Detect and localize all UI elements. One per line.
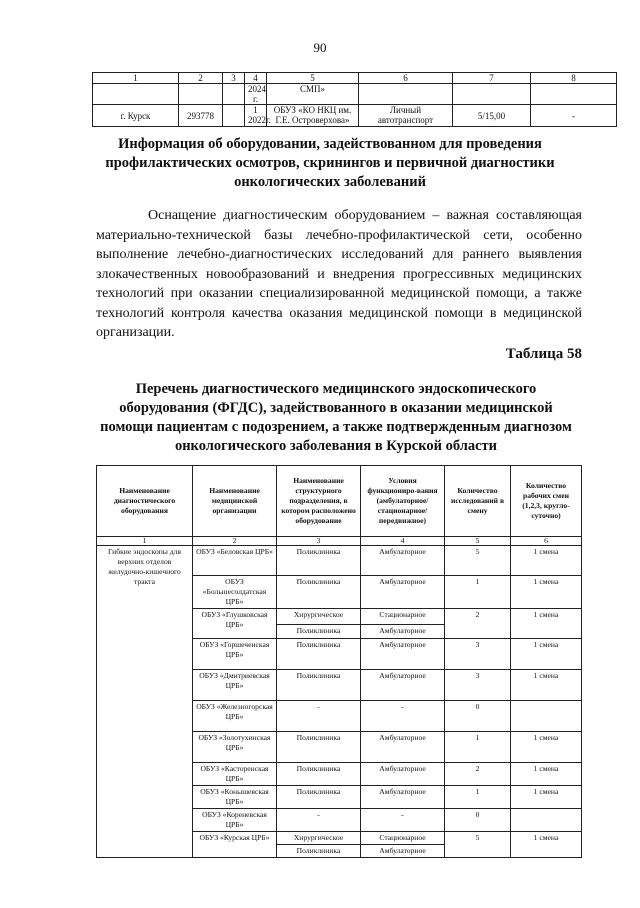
dept-cell: Поликлиника [277, 732, 361, 763]
dept-cell: Поликлиника [277, 763, 361, 786]
count-cell: 0 [445, 809, 511, 832]
cond-cell: - [361, 701, 445, 732]
header-cell: 7 [453, 73, 531, 84]
column-number: 5 [445, 537, 511, 546]
shifts-cell: 1 смена [511, 763, 582, 786]
table-cell: г. Курск [93, 105, 179, 127]
dept-cell: - [277, 701, 361, 732]
dept-cell: Поликлиника [277, 845, 361, 858]
column-number: 2 [193, 537, 277, 546]
org-cell: ОБУЗ «Кореневская ЦРБ» [193, 809, 277, 832]
dept-cell: Хирургическое [277, 609, 361, 625]
cond-cell: Стационарное [361, 609, 445, 625]
count-cell: 5 [445, 546, 511, 576]
org-cell: ОБУЗ «Касторенская ЦРБ» [193, 763, 277, 786]
cond-cell: Амбулаторное [361, 786, 445, 809]
header-cell: 3 [223, 73, 245, 84]
table-cell [359, 84, 453, 105]
org-cell: ОБУЗ «Горшеченская ЦРБ» [193, 639, 277, 670]
table-row [97, 546, 582, 576]
continued-table [92, 72, 617, 127]
org-cell: ОБУЗ «Железногорская ЦРБ» [193, 701, 277, 732]
dept-cell: Поликлиника [277, 670, 361, 701]
org-cell: ОБУЗ «Беловская ЦРБ» [193, 546, 277, 576]
org-cell: ОБУЗ «Золотухинская ЦРБ» [193, 732, 277, 763]
header-cell: Наименование структурного подразделения, в котором расположено оборудование [277, 466, 361, 537]
dept-cell: Поликлиника [277, 546, 361, 576]
header-cell: 6 [359, 73, 453, 84]
count-cell: 2 [445, 609, 511, 639]
table-header-row [93, 73, 617, 84]
equipment-cell: Гибкие эндоскопы для верхних отделов желудочно-кишечного тракта [97, 546, 193, 858]
cond-cell: Амбулаторное [361, 845, 445, 858]
cond-cell: Амбулаторное [361, 732, 445, 763]
org-cell: ОБУЗ «Большесолдатская ЦРБ» [193, 576, 277, 609]
count-cell: 3 [445, 670, 511, 701]
org-cell: ОБУЗ «Глушковская ЦРБ» [193, 609, 277, 639]
shifts-cell: 1 смена [511, 546, 582, 576]
count-cell: 1 [445, 576, 511, 609]
column-number-row [97, 537, 582, 546]
shifts-cell: 1 смена [511, 832, 582, 858]
dept-cell: Поликлиника [277, 639, 361, 670]
count-cell: 1 [445, 732, 511, 763]
table-cell [223, 105, 245, 127]
org-cell: ОБУЗ «Конышевская ЦРБ» [193, 786, 277, 809]
count-cell: 2 [445, 763, 511, 786]
body-paragraph: Оснащение диагностическим оборудованием – важная составляющая материально-технической базы лечебно-профилактической сети, особенно выполнение лечебно-диагностических исследований для раннего выявления злокачественных новообразований и внедрения прогрессивных медицинских технологий при оказании специализированной медицинской помощи, а также технологий контроля качества оказания медицинской помощи в медицинской организации. [96, 208, 582, 340]
table-cell: 1 2022г. [245, 105, 267, 127]
table-label: Таблица 58 [505, 346, 582, 362]
header-cell: 2 [179, 73, 223, 84]
column-number: 6 [511, 537, 582, 546]
table-cell: 2024 г. [245, 84, 267, 105]
dept-cell: Хирургическое [277, 832, 361, 845]
header-cell: 5 [267, 73, 359, 84]
column-number: 1 [97, 537, 193, 546]
column-number: 4 [361, 537, 445, 546]
table-cell: 293778 [179, 105, 223, 127]
shifts-cell: 1 смена [511, 639, 582, 670]
table-cell [531, 84, 617, 105]
cond-cell: Амбулаторное [361, 546, 445, 576]
header-cell: 4 [245, 73, 267, 84]
table-cell [453, 84, 531, 105]
shifts-cell: 1 смена [511, 576, 582, 609]
dept-cell: - [277, 809, 361, 832]
shifts-cell: 1 смена [511, 786, 582, 809]
count-cell: 0 [445, 701, 511, 732]
cond-cell: Амбулаторное [361, 670, 445, 701]
table-cell: Личный автотранспорт [359, 105, 453, 127]
table-cell: - [531, 105, 617, 127]
header-cell: Количество исследований в смену [445, 466, 511, 537]
cond-cell: Амбулаторное [361, 639, 445, 670]
header-cell: Наименование медицинской организации [193, 466, 277, 537]
dept-cell: Поликлиника [277, 625, 361, 639]
header-cell: Наименование диагностического оборудования [97, 466, 193, 537]
header-cell: Количество рабочих смен (1,2,3, кругло-суточно) [511, 466, 582, 537]
table-cell: 5/15,00 [453, 105, 531, 127]
org-cell: ОБУЗ «Дмитриевская ЦРБ» [193, 670, 277, 701]
header-cell: 8 [531, 73, 617, 84]
shifts-cell [511, 701, 582, 732]
header-cell: Условия функциониро-вания (амбулаторное/ стационарное/ передвижное) [361, 466, 445, 537]
header-cell: 1 [93, 73, 179, 84]
table-cell: СМП» [267, 84, 359, 105]
cond-cell: Амбулаторное [361, 763, 445, 786]
dept-cell: Поликлиника [277, 576, 361, 609]
dept-cell: Поликлиника [277, 786, 361, 809]
equipment-table [96, 465, 582, 858]
org-cell: ОБУЗ «Курская ЦРБ» [193, 832, 277, 858]
count-cell: 5 [445, 832, 511, 858]
count-cell: 3 [445, 639, 511, 670]
cond-cell: - [361, 809, 445, 832]
cond-cell: Амбулаторное [361, 576, 445, 609]
table-row [93, 84, 617, 105]
table-cell [179, 84, 223, 105]
shifts-cell: 1 смена [511, 609, 582, 639]
cond-cell: Амбулаторное [361, 625, 445, 639]
shifts-cell: 1 смена [511, 670, 582, 701]
table-row [93, 105, 617, 127]
section-heading: Информация об оборудовании, задействованном для проведения профилактических осмотров, скринингов и первичной диагностики онкологических заболеваний [105, 136, 555, 190]
table-cell: ОБУЗ «КО НКЦ им. Г.Е. Островерхова» [267, 105, 359, 127]
table-title: Перечень диагностического медицинского эндоскопического оборудования (ФГДС), задействованного в оказании медицинской помощи пациентам с подозрением, а также подтвержденным диагнозом онкологического заболевания в Курской области [100, 381, 572, 454]
count-cell: 1 [445, 786, 511, 809]
table-cell [93, 84, 179, 105]
table-cell [223, 84, 245, 105]
shifts-cell [511, 809, 582, 832]
column-number: 3 [277, 537, 361, 546]
cond-cell: Стационарное [361, 832, 445, 845]
page-number: 90 [313, 40, 327, 55]
table-header-row [97, 466, 582, 537]
shifts-cell: 1 смена [511, 732, 582, 763]
